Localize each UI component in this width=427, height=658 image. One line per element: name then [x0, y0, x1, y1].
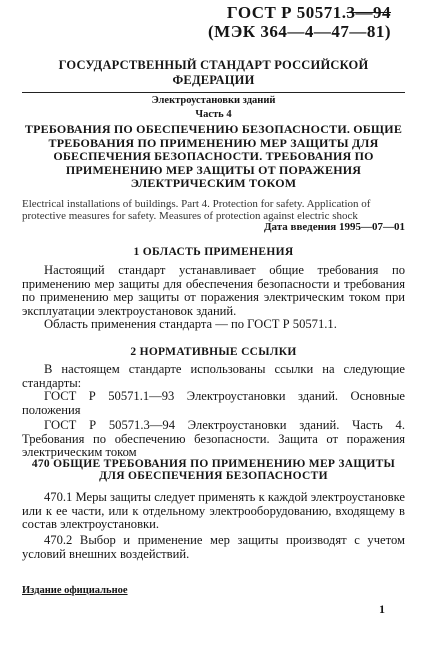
- title-english: Electrical installations of buildings. Part 4. Protection for safety. Application of protective measures for safety. Measures of protection against electric shock: [22, 197, 371, 222]
- state-standard-header: ГОСУДАРСТВЕННЫЙ СТАНДАРТ РОССИЙСКОЙ ФЕДЕРАЦИИ: [22, 58, 405, 93]
- section-2-paragraph-2: [22, 390, 405, 417]
- section-1-paragraph-2: [22, 318, 405, 332]
- gost-number-main: ГОСТ Р 50571.: [226, 3, 347, 22]
- page-number: 1: [379, 602, 385, 616]
- section-470-paragraph-1: [22, 491, 405, 532]
- section-470-text-2: 470.2 Выбор и применение мер защиты производят с учетом условий внешних воздействий.: [22, 533, 405, 561]
- title-series: Электроустановки зданий: [151, 95, 276, 106]
- gost-number-struck: 3—94: [346, 3, 391, 22]
- title-part: Часть 4: [195, 109, 232, 120]
- title-main: ТРЕБОВАНИЯ ПО ОБЕСПЕЧЕНИЮ БЕЗОПАСНОСТИ. ОБЩИЕ ТРЕБОВАНИЯ ПО ПРИМЕНЕНИЮ МЕР ЗАЩИТЫ ДЛЯ ОБЕСПЕЧЕНИЯ БЕЗОПАСНОСТИ. ТРЕБОВАНИЯ ПО ПРИМЕНЕНИЮ МЕР ЗАЩИТЫ ОТ ПОРАЖЕНИЯ ЭЛЕКТРИЧЕСКИМ ТОКОМ: [24, 122, 403, 190]
- section-2-paragraph-1: [22, 363, 405, 390]
- section-1-text-2: Область применения стандарта — по ГОСТ Р 50571.1.: [44, 317, 337, 331]
- official-edition-note: Издание официальное: [22, 585, 128, 596]
- date-of-introduction: Дата введения 1995—07—01: [263, 221, 405, 233]
- section-2-text-3: ГОСТ Р 50571.3—94 Электроустановки зданий. Часть 4. Требования по обеспечению безопасности. Защита от поражения электрическим током: [22, 418, 405, 460]
- section-1-text-1: Настоящий стандарт устанавливает общие требования по применению мер защиты для обеспечения безопасности и требования по применению мер защиты от поражения электрическим током при эксплуатации электроустановок зданий.: [22, 263, 405, 318]
- section-470-heading: 470 ОБЩИЕ ТРЕБОВАНИЯ ПО ПРИМЕНЕНИЮ МЕР ЗАЩИТЫ ДЛЯ ОБЕСПЕЧЕНИЯ БЕЗОПАСНОСТИ: [31, 458, 396, 482]
- section-1-heading: 1 ОБЛАСТЬ ПРИМЕНЕНИЯ: [133, 246, 294, 258]
- section-2-paragraph-3: [22, 419, 405, 460]
- iec-number: (МЭК 364—4—47—81): [208, 22, 391, 41]
- section-2-text-1: В настоящем стандарте использованы ссылки на следующие стандарты:: [22, 362, 405, 390]
- gost-number: [208, 3, 391, 22]
- section-2-text-2: ГОСТ Р 50571.1—93 Электроустановки зданий. Основные положения: [22, 389, 405, 417]
- title-block: [22, 94, 405, 222]
- gost-designation: [208, 3, 391, 41]
- section-2-heading: 2 НОРМАТИВНЫЕ ССЫЛКИ: [130, 346, 297, 358]
- section-470-paragraph-2: [22, 534, 405, 561]
- section-470-text-1: 470.1 Меры защиты следует применять к каждой электроустановке или к ее части, или к отдельному электрооборудованию, входящему в состав электроустановки.: [22, 490, 405, 532]
- section-1-paragraph-1: [22, 264, 405, 318]
